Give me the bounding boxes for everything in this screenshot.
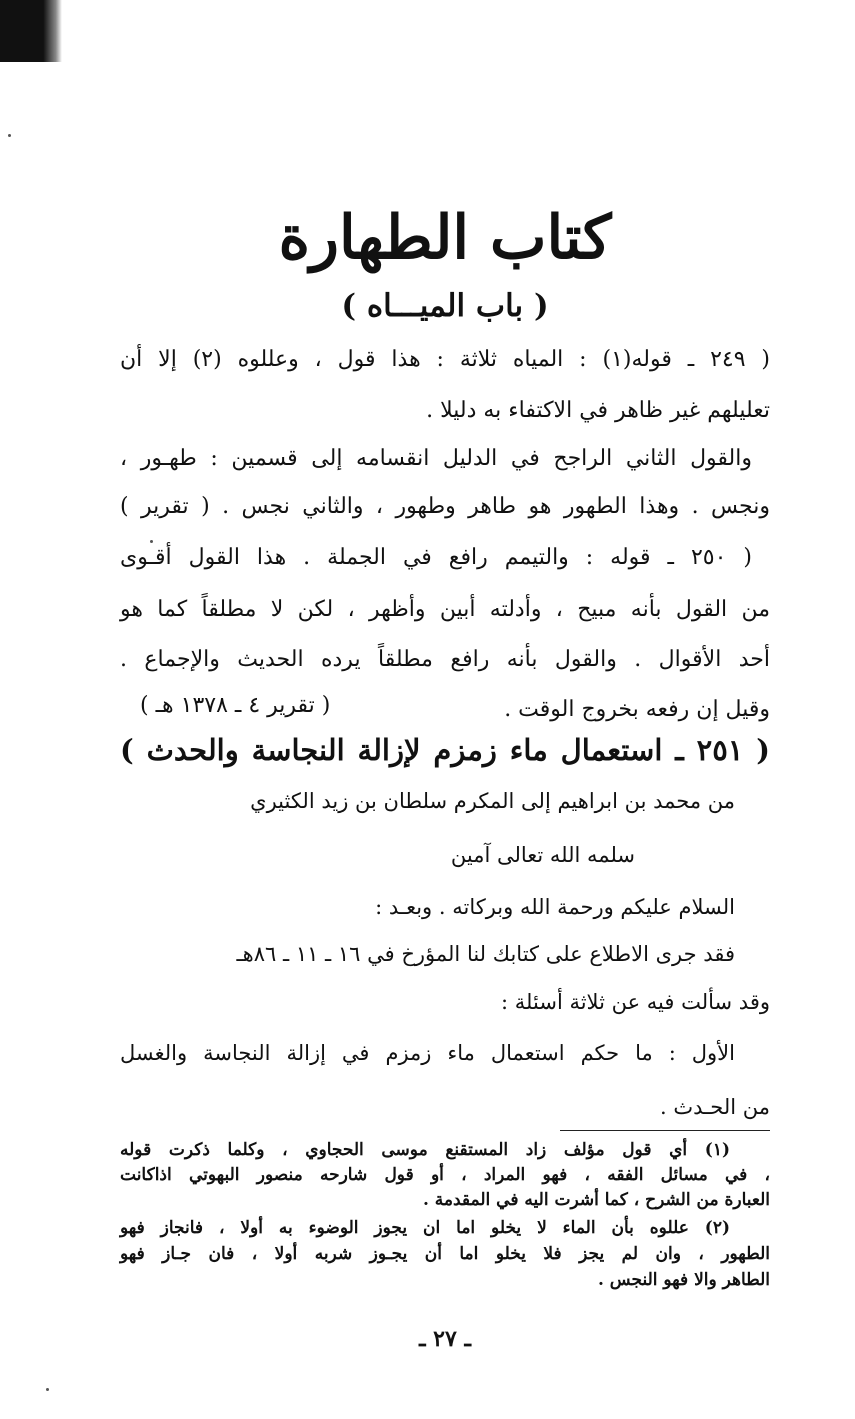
chapter-title: ( باب الميـــاه ) xyxy=(341,288,549,324)
footnote-2-line-1: (٢) عللوه بأن الماء لا يخلو اما ان يجوز الوضوء به أولا ، فانجاز فهو xyxy=(120,1218,730,1238)
paragraph-250-line-3: أحد الأقوال . والقول بأنه رافع مطلقاً يرده الحديث والإجماع . xyxy=(120,647,770,672)
letter-body-line-4: من الحـدث . xyxy=(660,1095,770,1119)
paragraph-249-line-1: ( ٢٤٩ ـ قوله(١) : المياه ثلاثة : هذا قول ، وعللوه (٢) إلا أن xyxy=(120,347,770,372)
section-heading-251: ( ٢٥١ ـ استعمال ماء زمزم لإزالة النجاسة والحدث ) xyxy=(120,733,770,767)
letter-blessing-line: سلمه الله تعالى آمين xyxy=(450,843,635,867)
letter-body-line-1: فقد جرى الاطلاع على كتابك لنا المؤرخ في ١٦ ـ ١١ ـ ٨٦هـ xyxy=(236,942,735,966)
paragraph-250-line-4 xyxy=(120,693,770,723)
page-number: ـ ٢٧ ـ xyxy=(419,1326,471,1352)
footnote-2-line-2: الطهور ، وان لم يجز فلا يخلو اما أن يجـوز شربه أولا ، فان جـاز فهو xyxy=(120,1244,770,1264)
letter-body-line-3: الأول : ما حكم استعمال ماء زمزم في إزالة النجاسة والغسل xyxy=(120,1041,735,1065)
paragraph-250-line-1: ( ٢٥٠ ـ قوله : والتيمم رافع في الجملة . هذا القول أقـوى xyxy=(120,545,753,570)
scan-speck xyxy=(8,134,11,137)
letter-body-line-2: وقد سألت فيه عن ثلاثة أسئلة : xyxy=(501,990,770,1014)
scan-edge-mark xyxy=(0,0,62,62)
footnote-1-line-3: العبارة من الشرح ، كما أشرت اليه في المقدمة . xyxy=(422,1190,770,1210)
letter-greeting-line: السلام عليكم ورحمة الله وبركاته . وبعـد : xyxy=(375,895,735,919)
paragraph-249-line-3: والقول الثاني الراجح في الدليل انقسامه إلى قسمين : طهـور ، xyxy=(120,446,752,471)
paragraph-249-line-2: تعليلهم غير ظاهر في الاكتفاء به دليلا . xyxy=(426,398,770,423)
source-citation: ( تقرير ٤ ـ ١٣٧٨ هـ ) xyxy=(140,693,331,718)
book-page xyxy=(120,0,770,1419)
footnote-separator xyxy=(560,1130,770,1131)
book-title: كتاب الطهارة xyxy=(278,203,612,273)
paragraph-250-closing-text: وقيل إن رفعه بخروج الوقت . xyxy=(504,697,770,722)
footnote-1-line-2: ، في مسائل الفقه ، فهو المراد ، أو قول شارحه منصور البهوتي اذاكانت xyxy=(120,1165,770,1185)
scan-speck xyxy=(46,1388,49,1391)
letter-sender-line: من محمد بن ابراهيم إلى المكرم سلطان بن زيد الكثيري xyxy=(250,789,735,813)
footnote-2-line-3: الطاهر والا فهو النجس . xyxy=(597,1270,770,1290)
paragraph-249-line-4: ونجس . وهذا الطهور هو طاهر وطهور ، والثاني نجس . ( تقرير ) xyxy=(120,494,770,519)
footnote-1-line-1: (١) أي قول مؤلف زاد المستقنع موسى الحجاوي ، وكلما ذكرت قوله xyxy=(120,1140,730,1160)
paragraph-250-line-2: من القول بأنه مبيح ، وأدلته أبين وأظهر ، لكن لا مطلقاً كما هو xyxy=(120,597,770,622)
